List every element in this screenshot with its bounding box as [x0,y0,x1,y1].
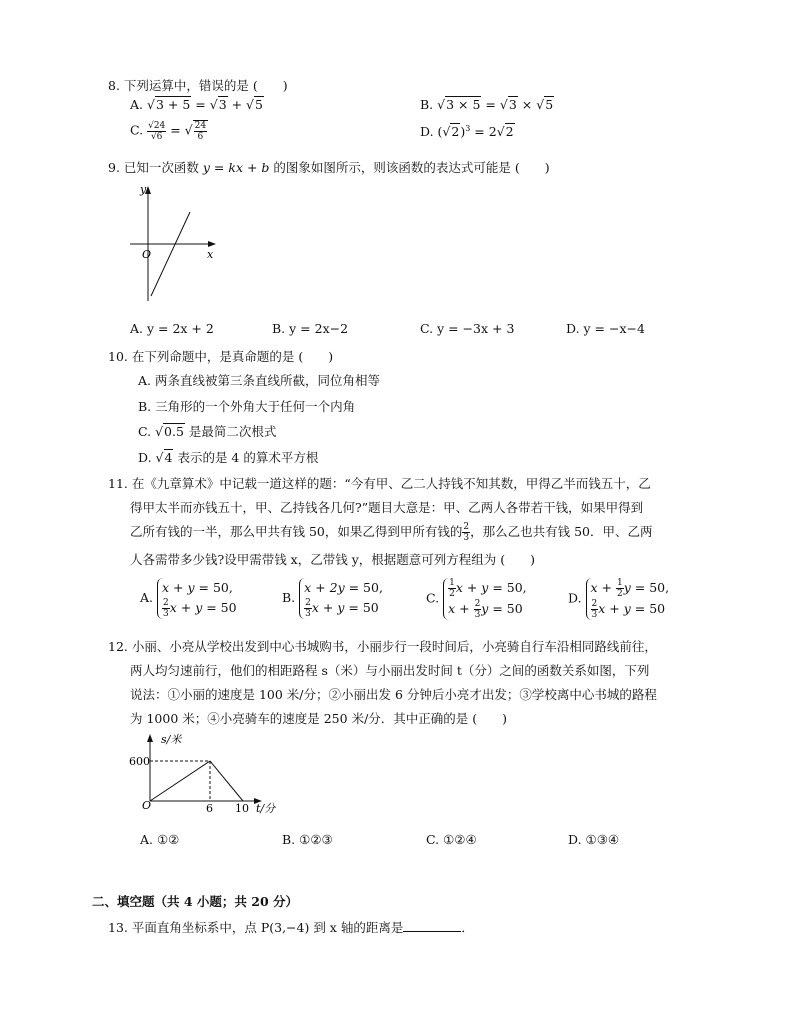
q8-a-label: A. [130,97,144,112]
q11-line4: 人各需带多少钱?设甲需带钱 x，乙带钱 y，根据题意可列方程组为 ( ) [130,552,535,567]
q10-option-a: A. 两条直线被第三条直线所截，同位角相等 [138,373,380,388]
section-title: 二、填空题（共 4 小题；共 20 分） [92,894,299,909]
q11-option-c: C. $\frac{1}{2}$ x + y = 50, x + $\frac{2}{3}$ y = 50 [426,578,527,620]
q12-x-tick-6: 6 [206,802,213,815]
q9-stem: 9. 已知一次函数 y = kx + b 的图象如图所示，则该函数的表达式可能是 ( ) [108,160,550,175]
q9-x-label: x [207,248,214,261]
q9-option-d: D. y = −x−4 [566,321,645,336]
q10-option-b: B. 三角形的一个外角大于任何一个内角 [138,399,356,414]
q12-option-a: A. ①② [140,832,180,847]
q8-c-label: C. [130,122,144,138]
q12-line1: 12. 小丽、小亮从学校出发到中心书城购书，小丽步行一段时间后，小亮骑自行车沿相同路线前往， [108,639,657,654]
q9-origin-label: O [142,248,152,261]
q12-option-d: D. ①③④ [568,832,620,847]
q9-stem-prefix: 9. 已知一次函数 [108,160,199,175]
q12-line2: 两人均匀速前行，他们的相距路程 s（米）与小丽出发时间 t（分）之间的函数关系如图，下列 [130,663,650,678]
q13-stem [108,918,474,936]
q12-y-arrow [147,734,153,742]
q13-stem-text: 13. 平面直角坐标系中，点 P(3,−4) 到 x 轴的距离是 [108,920,404,935]
q12-option-b: B. ①②③ [282,832,333,847]
q10-stem: 10. 在下列命题中，是真命题的是 ( ) [108,349,334,364]
q12-segment-bike [210,761,243,801]
q12-x-tick-10: 10 [235,802,249,815]
q11-line2: 得甲太半而亦钱五十，甲、乙持钱各几何?”题目大意是：甲、乙两人各带若干钱，如果甲得到 [130,500,644,515]
q9-option-c: C. y = −3x + 3 [420,321,515,336]
q9-y-label: y [140,183,147,196]
q12-option-c: C. ①②④ [426,832,477,847]
q9-graph [128,183,223,305]
q8-option-d: D. $(√2)^3 = 2√2$ [420,124,514,140]
q8-option-b: B. √3 × 5 = √3 × √5 [420,97,554,112]
q12-x-label: t/分 [256,802,276,815]
q9-function-line [151,212,190,296]
q11-option-d: D. x + $\frac{1}{2}$ y = 50, $\frac{2}{3}$ x + y = 50 [568,578,670,620]
q10-d-text: 表示的是 4 的算术平方根 [177,450,319,465]
q10-c-text: 是最简二次根式 [188,424,277,439]
q9-option-b: B. y = 2x−2 [272,321,349,336]
q12-y-tick: 600 [129,755,150,768]
q8-option-c: C. $\frac{√24}{√6}$ = √ $\frac{24}{6}$ [130,120,207,142]
q12-segment-walk [150,761,210,801]
q10-option-d: D. √4 表示的是 4 的算术平方根 [138,450,319,465]
q11-line3: 乙所有钱的一半，那么甲共有钱 50，如果乙得到甲所有钱的 $\frac{2}{3}$ ，那么乙也共有钱 50．甲、乙两 [130,522,653,543]
q11-line1: 11. 在《九章算术》中记载一道这样的题：“今有甲、乙二人持钱不知其数，甲得乙半而钱五十，乙 [108,476,651,491]
q12-line3: 说法：①小丽的速度是 100 米/分；②小丽出发 6 分钟后小亮才出发；③学校离中心书城的路程 [130,687,657,702]
q11-option-a: A. x + y = 50, $\frac{2}{3}$ x + y = 50 [140,580,237,619]
q8-stem: 8. 下列运算中，错误的是 ( ) [108,78,288,93]
q12-graph [128,731,288,817]
q12-origin-label: O [142,799,152,812]
q8-b-label: B. [420,97,434,112]
q12-y-label: s/米 [161,733,182,746]
q12-line4: 为 1000 米；④小亮骑车的速度是 250 米/分．其中正确的是 ( ) [130,711,508,726]
q9-option-a: A. y = 2x + 2 [130,321,214,336]
q11-option-b: B. x + 2y = 50, $\frac{2}{3}$ x + y = 50 [282,580,383,619]
q10-option-c: C. √0.5 是最简二次根式 [138,424,277,439]
q8-option-a: A. √3 + 5 = √3 + √5 [130,97,263,112]
q11-line3-a: 乙所有钱的一半，那么甲共有钱 50，如果乙得到甲所有钱的 [130,524,463,539]
q13-answer-blank[interactable] [403,931,461,932]
q8-d-label: D. [420,124,434,140]
q11-line3-b: ，那么乙也共有钱 50．甲、乙两 [470,524,653,539]
q9-x-arrow [208,241,216,247]
q13-end: ． [461,920,474,935]
q9-stem-suffix: 的图象如图所示，则该函数的表达式可能是 ( ) [273,160,550,175]
